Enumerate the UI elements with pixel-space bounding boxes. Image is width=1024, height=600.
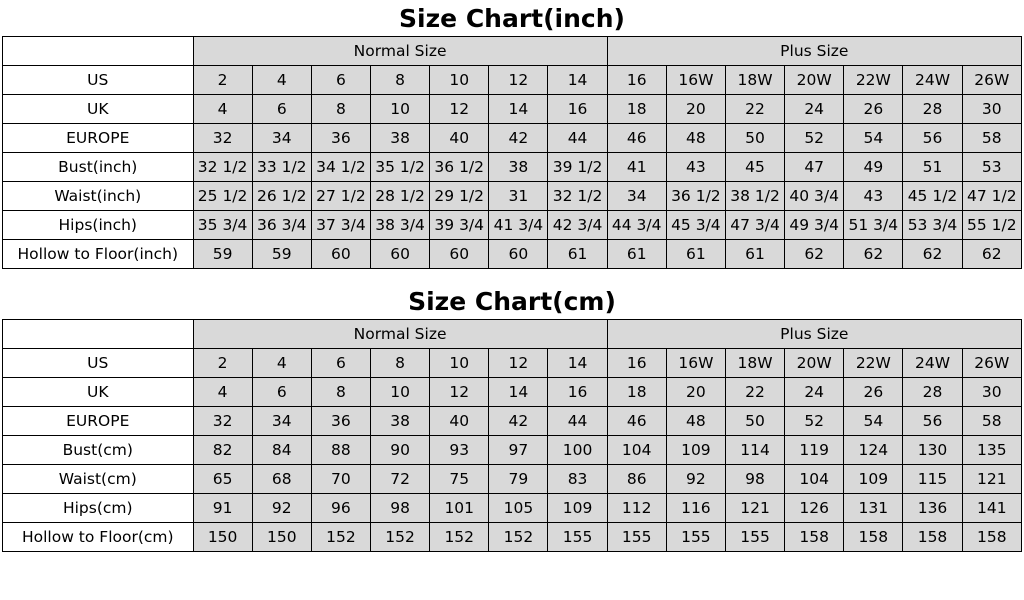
table-cell: 6 xyxy=(252,378,311,407)
table-row xyxy=(3,378,1022,407)
table-cell: 14 xyxy=(489,378,548,407)
table-cell: 62 xyxy=(844,240,903,269)
table-cell: 4 xyxy=(193,378,252,407)
table-cell: 65 xyxy=(193,465,252,494)
table-cell: 49 xyxy=(844,153,903,182)
table-row xyxy=(3,494,1022,523)
row-label: Bust(inch) xyxy=(3,153,194,182)
table-cell: 20 xyxy=(666,95,725,124)
table-row xyxy=(3,211,1022,240)
table-cell: 12 xyxy=(489,349,548,378)
table-cell: 91 xyxy=(193,494,252,523)
table-cell: 28 xyxy=(903,378,962,407)
table-cell: 97 xyxy=(489,436,548,465)
table-cell: 54 xyxy=(844,124,903,153)
table-cell: 109 xyxy=(666,436,725,465)
table-row xyxy=(3,465,1022,494)
table-cell: 68 xyxy=(252,465,311,494)
table-cell: 36 xyxy=(311,124,370,153)
table-cell: 70 xyxy=(311,465,370,494)
table-cell: 38 1/2 xyxy=(725,182,784,211)
table-cell: 10 xyxy=(371,95,430,124)
row-label: EUROPE xyxy=(3,124,194,153)
table-cell: 60 xyxy=(311,240,370,269)
table-cell: 150 xyxy=(193,523,252,552)
row-label: Waist(inch) xyxy=(3,182,194,211)
table-cell: 44 3/4 xyxy=(607,211,666,240)
table-cell: 12 xyxy=(430,378,489,407)
row-label: US xyxy=(3,349,194,378)
row-label: Hollow to Floor(inch) xyxy=(3,240,194,269)
table-cell: 109 xyxy=(844,465,903,494)
row-label: UK xyxy=(3,378,194,407)
table-cell: 45 1/2 xyxy=(903,182,962,211)
table-cell: 10 xyxy=(371,378,430,407)
table-row xyxy=(3,436,1022,465)
table-cell: 34 xyxy=(607,182,666,211)
table-cell: 152 xyxy=(311,523,370,552)
table-cell: 44 xyxy=(548,407,607,436)
table-row xyxy=(3,407,1022,436)
table-cell: 48 xyxy=(666,407,725,436)
table-cell: 30 xyxy=(962,95,1021,124)
table-cell: 79 xyxy=(489,465,548,494)
table-cell: 14 xyxy=(548,66,607,95)
table-cell: 121 xyxy=(725,494,784,523)
table-cell: 10 xyxy=(430,66,489,95)
table-cell: 51 xyxy=(903,153,962,182)
table-cell: 42 xyxy=(489,124,548,153)
table-cell: 51 3/4 xyxy=(844,211,903,240)
table-cell: 104 xyxy=(607,436,666,465)
table-cell: 20W xyxy=(785,349,844,378)
table-cell: 40 3/4 xyxy=(785,182,844,211)
row-label: Hips(cm) xyxy=(3,494,194,523)
table-cell: 158 xyxy=(903,523,962,552)
table-cell: 52 xyxy=(785,124,844,153)
size-chart-inch xyxy=(0,0,1024,269)
table-cell: 88 xyxy=(311,436,370,465)
table-cell: 50 xyxy=(725,124,784,153)
size-table-inch xyxy=(2,36,1022,269)
table-corner-cell xyxy=(3,320,194,349)
table-cell: 4 xyxy=(252,66,311,95)
table-cell: 62 xyxy=(903,240,962,269)
table-cell: 83 xyxy=(548,465,607,494)
table-cell: 86 xyxy=(607,465,666,494)
table-cell: 152 xyxy=(430,523,489,552)
table-cell: 93 xyxy=(430,436,489,465)
table-cell: 39 1/2 xyxy=(548,153,607,182)
table-cell: 61 xyxy=(607,240,666,269)
table-cell: 130 xyxy=(903,436,962,465)
table-cell: 12 xyxy=(489,66,548,95)
table-cell: 29 1/2 xyxy=(430,182,489,211)
table-cell: 16W xyxy=(666,349,725,378)
table-cell: 119 xyxy=(785,436,844,465)
table-row xyxy=(3,240,1022,269)
table-cell: 48 xyxy=(666,124,725,153)
table-cell: 16 xyxy=(607,66,666,95)
table-cell: 36 1/2 xyxy=(430,153,489,182)
row-label: US xyxy=(3,66,194,95)
table-cell: 38 xyxy=(371,124,430,153)
table-cell: 32 1/2 xyxy=(548,182,607,211)
table-cell: 136 xyxy=(903,494,962,523)
table-cell: 6 xyxy=(252,95,311,124)
table-cell: 155 xyxy=(725,523,784,552)
table-cell: 124 xyxy=(844,436,903,465)
chart-title-cm: Size Chart(cm) xyxy=(408,287,616,316)
table-cell: 62 xyxy=(962,240,1021,269)
table-cell: 75 xyxy=(430,465,489,494)
table-cell: 41 xyxy=(607,153,666,182)
table-cell: 40 xyxy=(430,407,489,436)
table-row xyxy=(3,66,1022,95)
table-cell: 84 xyxy=(252,436,311,465)
table-cell: 155 xyxy=(607,523,666,552)
table-cell: 34 1/2 xyxy=(311,153,370,182)
table-cell: 55 1/2 xyxy=(962,211,1021,240)
table-cell: 60 xyxy=(430,240,489,269)
table-cell: 152 xyxy=(371,523,430,552)
table-cell: 22W xyxy=(844,66,903,95)
table-cell: 155 xyxy=(666,523,725,552)
table-cell: 35 1/2 xyxy=(371,153,430,182)
table-cell: 62 xyxy=(785,240,844,269)
group-header-normal: Normal Size xyxy=(193,320,607,349)
table-cell: 28 xyxy=(903,95,962,124)
table-cell: 26 xyxy=(844,378,903,407)
table-cell: 18W xyxy=(725,349,784,378)
table-cell: 46 xyxy=(607,407,666,436)
table-cell: 26W xyxy=(962,349,1021,378)
table-cell: 56 xyxy=(903,407,962,436)
table-cell: 53 3/4 xyxy=(903,211,962,240)
table-cell: 100 xyxy=(548,436,607,465)
table-cell: 126 xyxy=(785,494,844,523)
table-cell: 37 3/4 xyxy=(311,211,370,240)
table-cell: 18W xyxy=(725,66,784,95)
table-cell: 47 3/4 xyxy=(725,211,784,240)
table-cell: 101 xyxy=(430,494,489,523)
table-cell: 22 xyxy=(725,95,784,124)
row-label: Waist(cm) xyxy=(3,465,194,494)
section-spacer xyxy=(0,269,1024,283)
table-cell: 2 xyxy=(193,66,252,95)
row-label: Hips(inch) xyxy=(3,211,194,240)
table-cell: 28 1/2 xyxy=(371,182,430,211)
table-cell: 8 xyxy=(311,378,370,407)
table-cell: 135 xyxy=(962,436,1021,465)
table-cell: 158 xyxy=(962,523,1021,552)
table-row-group-headers xyxy=(3,37,1022,66)
table-cell: 40 xyxy=(430,124,489,153)
table-cell: 60 xyxy=(489,240,548,269)
table-cell: 39 3/4 xyxy=(430,211,489,240)
table-cell: 20W xyxy=(785,66,844,95)
table-cell: 42 xyxy=(489,407,548,436)
table-cell: 25 1/2 xyxy=(193,182,252,211)
table-cell: 30 xyxy=(962,378,1021,407)
table-corner-cell xyxy=(3,37,194,66)
table-cell: 61 xyxy=(666,240,725,269)
row-label: UK xyxy=(3,95,194,124)
table-cell: 14 xyxy=(489,95,548,124)
table-cell: 24 xyxy=(785,378,844,407)
table-cell: 14 xyxy=(548,349,607,378)
table-cell: 38 3/4 xyxy=(371,211,430,240)
table-cell: 41 3/4 xyxy=(489,211,548,240)
table-cell: 16 xyxy=(607,349,666,378)
table-cell: 12 xyxy=(430,95,489,124)
table-cell: 59 xyxy=(252,240,311,269)
chart-title-inch: Size Chart(inch) xyxy=(399,4,625,33)
table-cell: 158 xyxy=(844,523,903,552)
table-cell: 50 xyxy=(725,407,784,436)
table-row xyxy=(3,153,1022,182)
row-label: EUROPE xyxy=(3,407,194,436)
table-cell: 26 xyxy=(844,95,903,124)
table-cell: 150 xyxy=(252,523,311,552)
table-cell: 104 xyxy=(785,465,844,494)
table-cell: 34 xyxy=(252,124,311,153)
table-cell: 92 xyxy=(666,465,725,494)
table-cell: 33 1/2 xyxy=(252,153,311,182)
table-cell: 98 xyxy=(725,465,784,494)
table-cell: 43 xyxy=(666,153,725,182)
table-cell: 10 xyxy=(430,349,489,378)
table-cell: 45 3/4 xyxy=(666,211,725,240)
table-cell: 141 xyxy=(962,494,1021,523)
table-cell: 47 1/2 xyxy=(962,182,1021,211)
table-cell: 26W xyxy=(962,66,1021,95)
table-cell: 58 xyxy=(962,407,1021,436)
table-cell: 32 1/2 xyxy=(193,153,252,182)
table-cell: 54 xyxy=(844,407,903,436)
table-cell: 58 xyxy=(962,124,1021,153)
table-cell: 61 xyxy=(725,240,784,269)
table-cell: 36 xyxy=(311,407,370,436)
group-header-normal: Normal Size xyxy=(193,37,607,66)
group-header-plus: Plus Size xyxy=(607,320,1021,349)
table-cell: 8 xyxy=(371,349,430,378)
table-cell: 18 xyxy=(607,378,666,407)
table-cell: 24W xyxy=(903,349,962,378)
table-cell: 32 xyxy=(193,124,252,153)
table-row xyxy=(3,349,1022,378)
table-cell: 20 xyxy=(666,378,725,407)
table-cell: 42 3/4 xyxy=(548,211,607,240)
table-cell: 59 xyxy=(193,240,252,269)
table-cell: 16 xyxy=(548,378,607,407)
table-cell: 6 xyxy=(311,349,370,378)
table-cell: 61 xyxy=(548,240,607,269)
table-cell: 32 xyxy=(193,407,252,436)
table-row xyxy=(3,95,1022,124)
table-cell: 116 xyxy=(666,494,725,523)
table-cell: 22 xyxy=(725,378,784,407)
table-cell: 115 xyxy=(903,465,962,494)
table-cell: 2 xyxy=(193,349,252,378)
table-cell: 60 xyxy=(371,240,430,269)
table-cell: 18 xyxy=(607,95,666,124)
table-cell: 131 xyxy=(844,494,903,523)
table-cell: 92 xyxy=(252,494,311,523)
table-cell: 27 1/2 xyxy=(311,182,370,211)
table-cell: 34 xyxy=(252,407,311,436)
table-cell: 98 xyxy=(371,494,430,523)
table-cell: 112 xyxy=(607,494,666,523)
table-cell: 8 xyxy=(311,95,370,124)
table-cell: 46 xyxy=(607,124,666,153)
table-cell: 56 xyxy=(903,124,962,153)
table-cell: 82 xyxy=(193,436,252,465)
table-cell: 72 xyxy=(371,465,430,494)
table-row xyxy=(3,124,1022,153)
row-label: Hollow to Floor(cm) xyxy=(3,523,194,552)
table-row-group-headers xyxy=(3,320,1022,349)
table-cell: 22W xyxy=(844,349,903,378)
group-header-plus: Plus Size xyxy=(607,37,1021,66)
table-row xyxy=(3,182,1022,211)
table-cell: 114 xyxy=(725,436,784,465)
table-cell: 24 xyxy=(785,95,844,124)
table-cell: 4 xyxy=(193,95,252,124)
table-cell: 121 xyxy=(962,465,1021,494)
table-cell: 109 xyxy=(548,494,607,523)
table-cell: 36 1/2 xyxy=(666,182,725,211)
table-cell: 90 xyxy=(371,436,430,465)
table-row xyxy=(3,523,1022,552)
table-cell: 31 xyxy=(489,182,548,211)
table-cell: 6 xyxy=(311,66,370,95)
table-cell: 47 xyxy=(785,153,844,182)
table-cell: 44 xyxy=(548,124,607,153)
table-cell: 26 1/2 xyxy=(252,182,311,211)
table-cell: 105 xyxy=(489,494,548,523)
table-cell: 38 xyxy=(371,407,430,436)
table-cell: 155 xyxy=(548,523,607,552)
table-cell: 38 xyxy=(489,153,548,182)
table-cell: 8 xyxy=(371,66,430,95)
size-chart-cm xyxy=(0,283,1024,552)
table-cell: 36 3/4 xyxy=(252,211,311,240)
table-cell: 52 xyxy=(785,407,844,436)
table-cell: 45 xyxy=(725,153,784,182)
table-cell: 16W xyxy=(666,66,725,95)
table-cell: 96 xyxy=(311,494,370,523)
table-cell: 24W xyxy=(903,66,962,95)
table-cell: 49 3/4 xyxy=(785,211,844,240)
size-table-cm xyxy=(2,319,1022,552)
row-label: Bust(cm) xyxy=(3,436,194,465)
table-cell: 152 xyxy=(489,523,548,552)
table-cell: 4 xyxy=(252,349,311,378)
table-cell: 53 xyxy=(962,153,1021,182)
table-cell: 43 xyxy=(844,182,903,211)
table-cell: 16 xyxy=(548,95,607,124)
table-cell: 158 xyxy=(785,523,844,552)
table-cell: 35 3/4 xyxy=(193,211,252,240)
